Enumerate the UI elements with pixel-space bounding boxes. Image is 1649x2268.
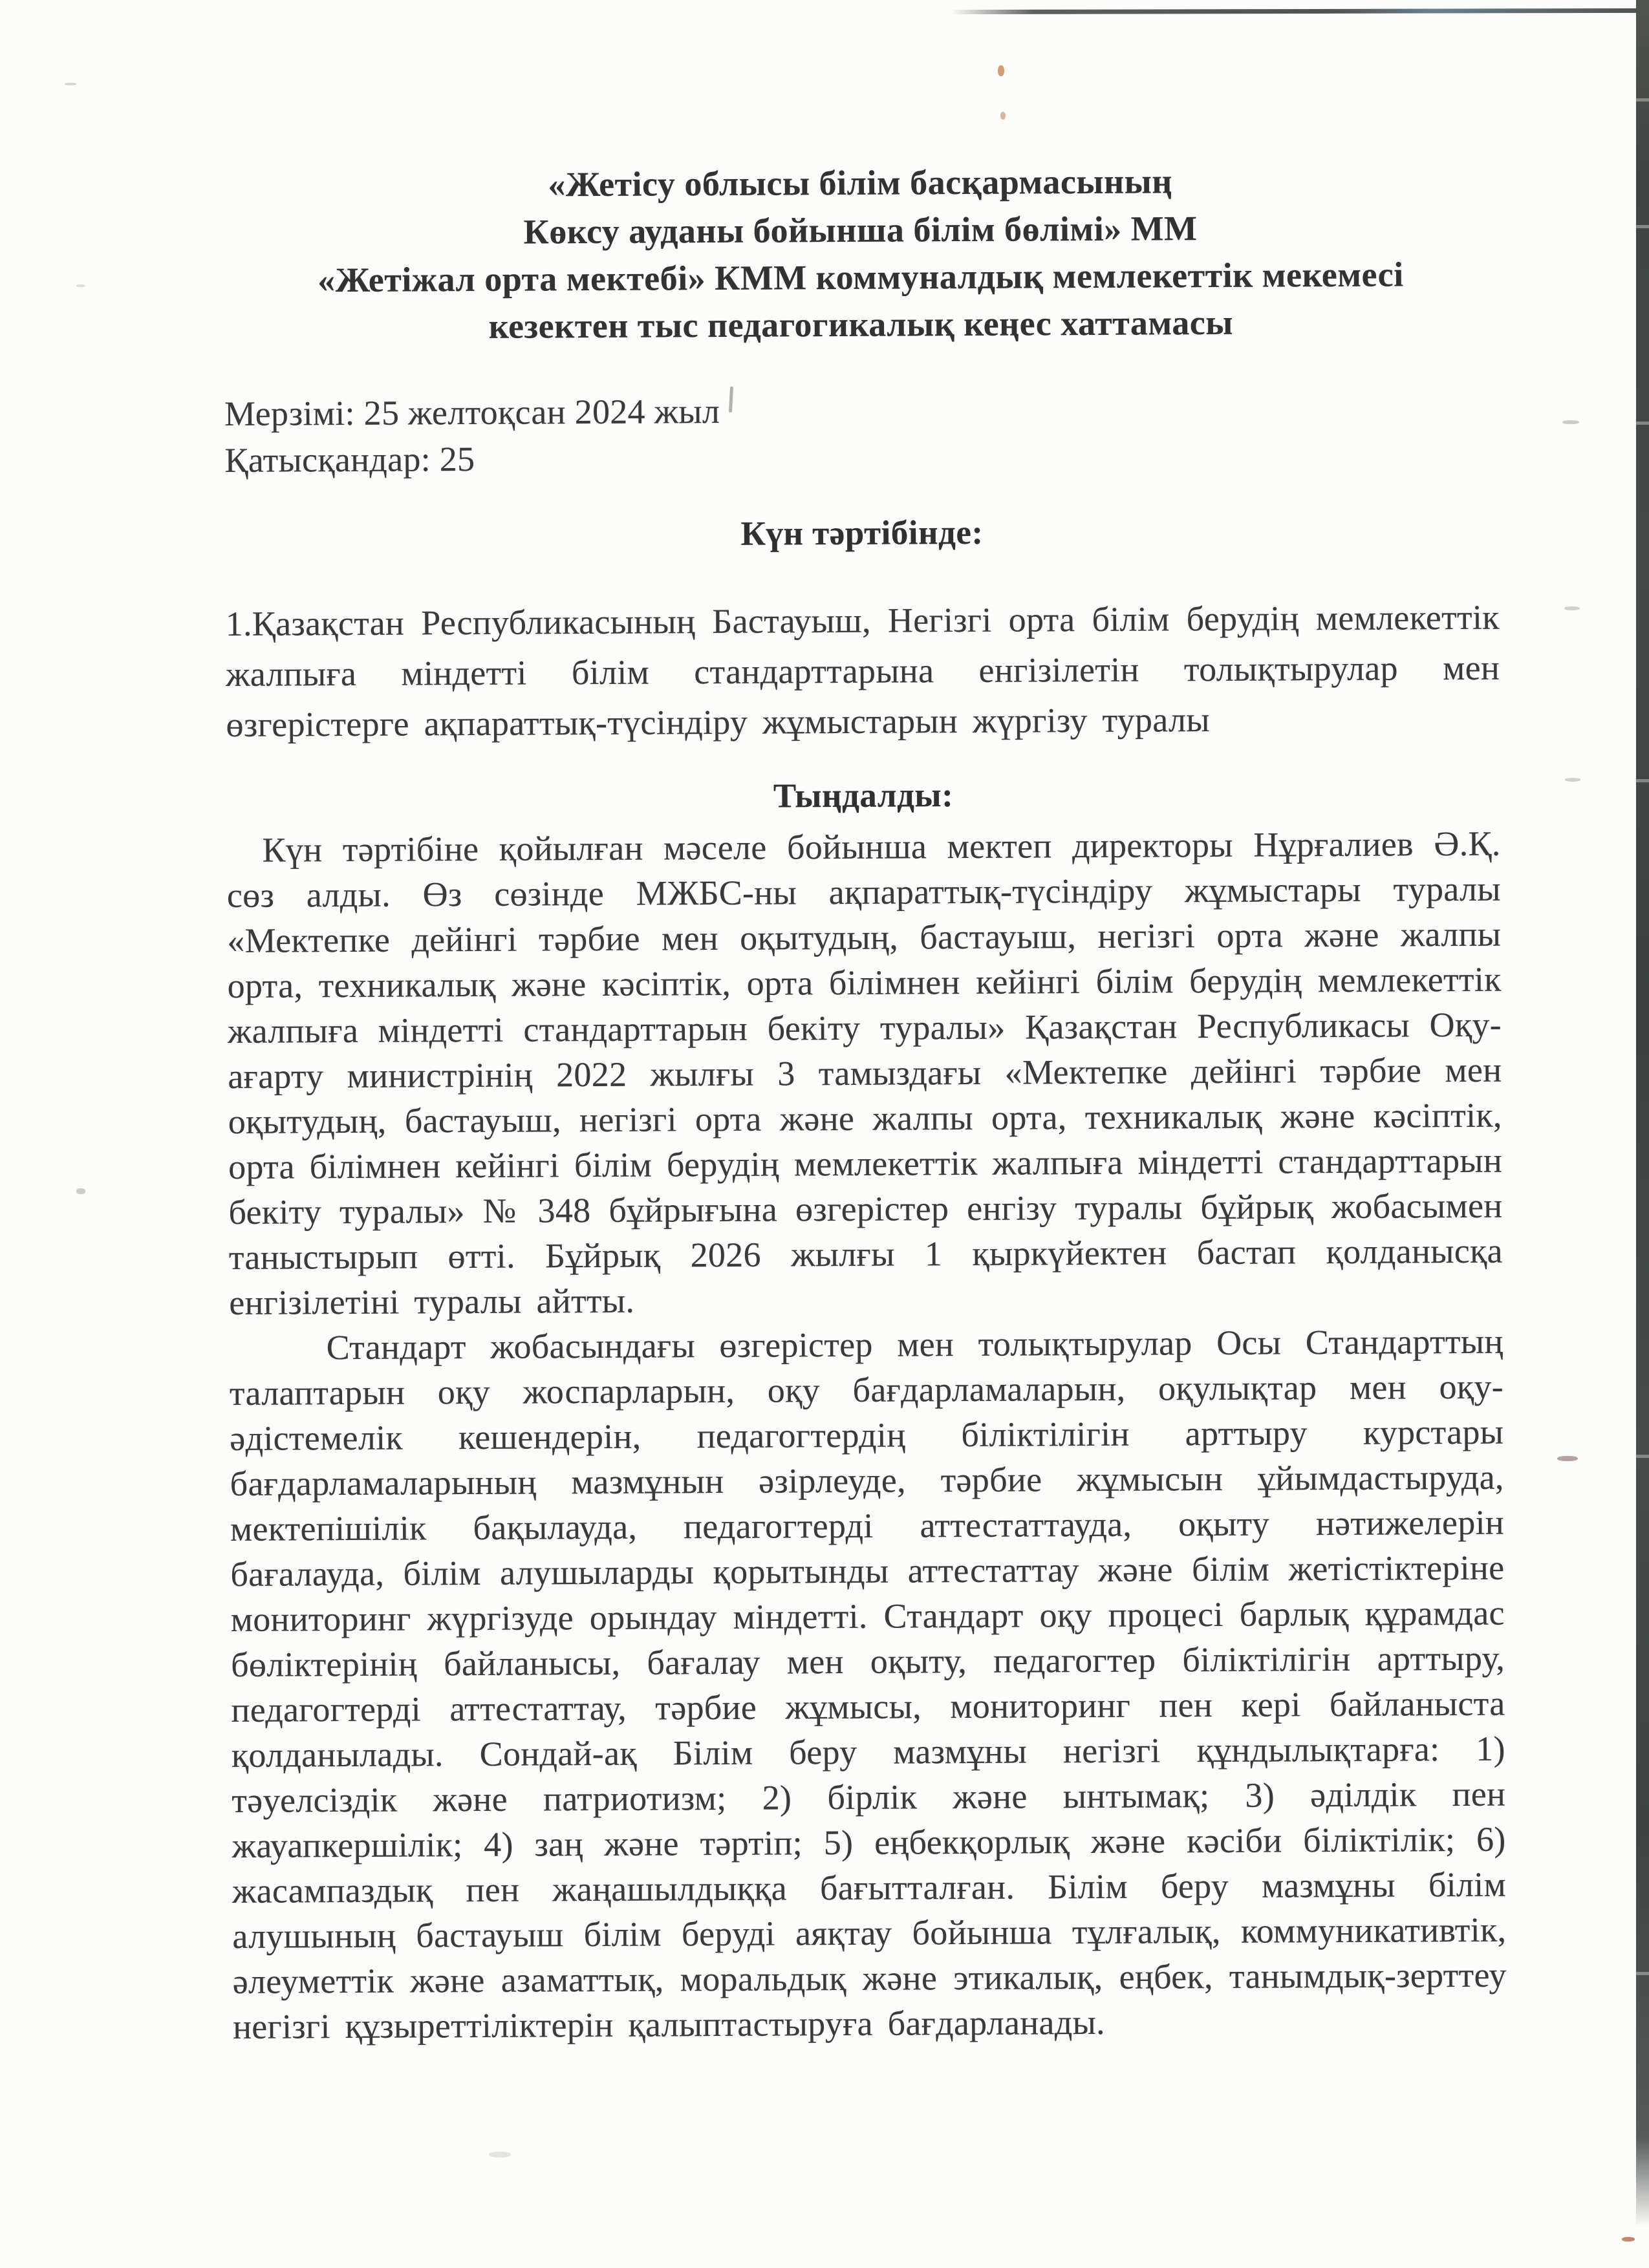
heard-paragraph-1: Күн тәртібіне қойылған мәселе бойынша мектеп директоры Нұрғалиев Ә.Қ. сөз алды. Өз сөзінде МЖБС-ны ақпараттық-түсіндіру жұмыстары туралы «Мектепке дейінгі тәрбие мен оқытудың, бастауыш, негізгі орта және жалпы орта, техникалық және кәсіптік, орта білімнен кейінгі білім берудің мемлекеттік жалпыға міндетті стандарттарын бекіту туралы» Қазақстан Республикасы Оқу-ағарту министрінің 2022 жылғы 3 тамыздағы «Мектепке дейінгі тәрбие мен оқытудың, бастауыш, негізгі орта және жалпы орта, техникалық және кәсіптік, орта білімнен кейінгі білім берудің мемлекеттік жалпыға міндетті стандарттарын бекіту туралы» № 348 бұйрығына өзгерістер енгізу туралы бұйрық жобасымен таныстырып өтті. Бұйрық 2026 жылғы 1 қыркүйектен бастап қолданысқа енгізілетіні туралы айтты. [226,824,1503,1322]
title-line-3: «Жетіжал орта мектебі» КММ коммуналдық мемлекеттік мекемесі [318,255,1404,300]
scan-band-streak [1636,98,1649,102]
date-line: Мерзімі: 25 желтоқсан 2024 жыл [224,391,720,433]
heard-paragraph-2: Стандарт жобасындағы өзгерістер мен толықтырулар Осы Стандарттың талаптарын оқу жоспарларын, оқу бағдарламаларын, оқулықтар мен оқу-әдістемелік кешендерін, педагогтердің біліктілігін арттыру курстары бағдарламаларының мазмұнын әзірлеуде, тәрбие жұмысын ұйымдастыруда, мектепішілік бақылауда, педагогтерді аттестаттауда, оқыту нәтижелерін бағалауда, білім алушыларды қорытынды аттестаттау және білім жетістіктеріне мониторинг жүргізуде орындау міндетті. Стандарт оқу процесі барлық құрамдас бөліктерінің байланысы, бағалау мен оқыту, педагогтер біліктілігін арттыру, педагогтерді аттестаттау, тәрбие жұмысы, мониторинг пен кері байланыста қолданылады. Сондай-ақ Білім беру мазмұны негізгі құндылықтарға: 1) тәуелсіздік және патриотизм; 2) бірлік және ынтымақ; 3) әділдік пен жауапкершілік; 4) заң және тәртіп; 5) еңбекқорлық және кәсіби біліктілік; 6) жасампаздық пен жаңашылдыққа бағытталған. Білім беру мазмұны білім алушының бастауыш білім беруді аяқтау бойынша тұлғалық, коммуникативтік, әлеуметтік және азаматтық, моральдық және этикалық, еңбек, танымдық-зерттеу негізгі құзыреттіліктерін қалыптастыруға бағдарланады. [229,1321,1507,2046]
scan-speck [1622,2237,1635,2241]
document-title [223,156,1498,352]
scan-band-streak [1636,225,1649,228]
heard-heading: Тыңдалды: [773,776,954,815]
scan-band-streak [1636,1972,1649,1975]
scan-speck [1564,606,1580,610]
agenda-heading: Күн тәртібінде: [740,513,984,553]
scan-speck [489,2152,511,2157]
meta-block [224,384,1499,484]
title-line-2: Көксу ауданы бойынша білім бөлімі» ММ [523,209,1198,251]
scan-top-line [951,8,1641,14]
scan-band-streak [1636,779,1649,782]
scan-edge-band [1636,0,1649,2227]
scan-band-streak [1636,422,1649,425]
document-content [223,156,1507,2049]
scan-speck [76,284,85,287]
scan-speck [65,83,76,85]
scan-speck [1565,778,1580,782]
scan-speck [1562,420,1579,424]
title-line-1: «Жетісу облысы білім басқармасының [548,162,1173,204]
agenda-item-1: 1.Қазақстан Республикасының Бастауыш, Негізгі орта білім берудің мемлекеттік жалпыға міндетті білім стандарттарына енгізілетін толықтырулар мен өзгерістерге ақпараттық-түсіндіру жұмыстарын жүргізу туралы [225,597,1500,744]
title-line-4: кезектен тыс педагогикалық кеңес хаттамасы [488,303,1234,346]
scan-speck [998,65,1004,76]
scan-speck [76,1188,85,1194]
participants-line: Қатысқандар: 25 [224,439,475,480]
scan-speck [1557,1456,1578,1461]
scan-speck [1000,112,1006,120]
scan-band-streak [1636,1455,1649,1458]
